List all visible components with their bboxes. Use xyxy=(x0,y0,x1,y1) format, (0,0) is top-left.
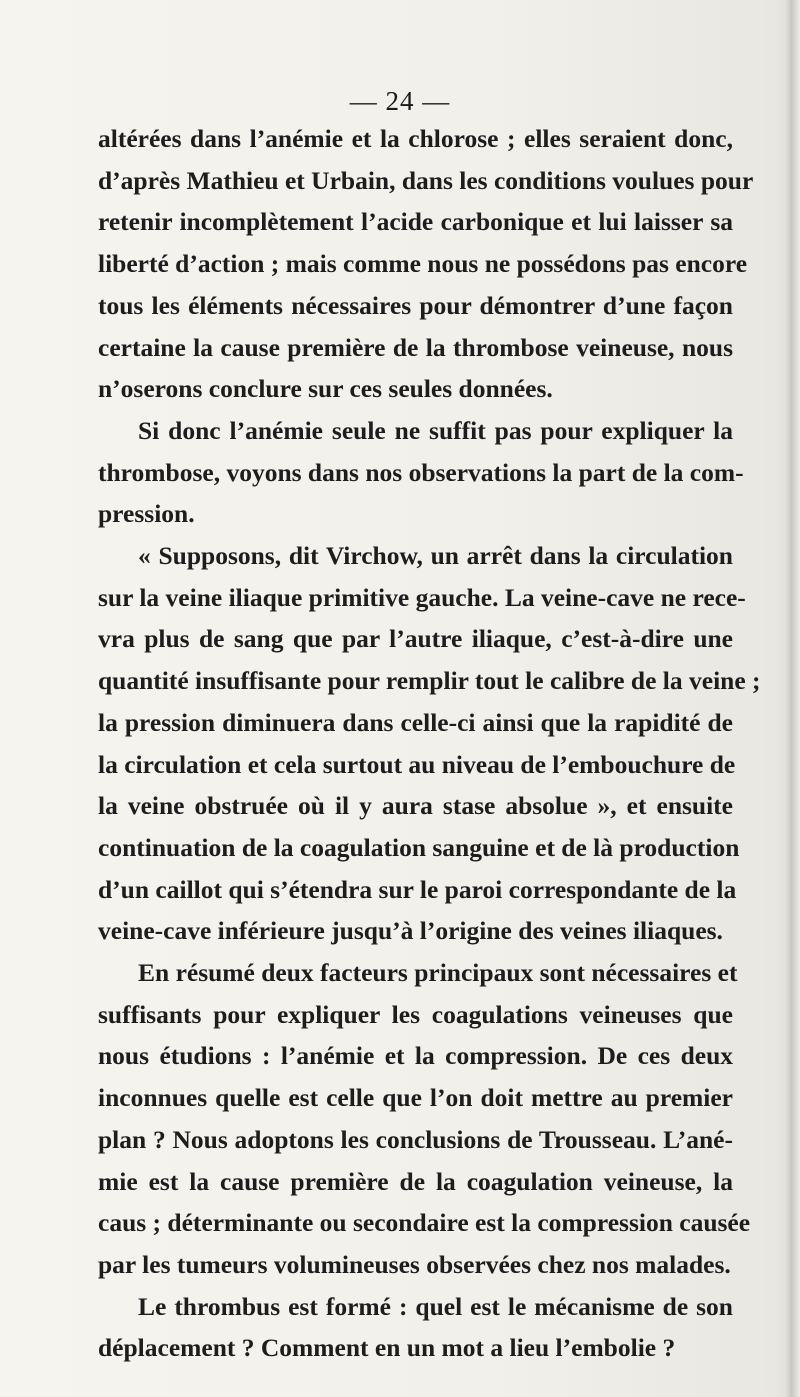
text-line: Le thrombus est formé : quel est le mécanisme de son xyxy=(138,1291,733,1321)
text-line: la pression diminuera dans celle-ci ainsi que la rapidité de xyxy=(98,707,733,737)
text-line: nous étudions : l’anémie et la compression. De ces deux xyxy=(98,1041,733,1071)
text-line: liberté d’action ; mais comme nous ne possédons pas encore xyxy=(98,249,748,279)
text-line: mie est la cause première de la coagulation veineuse, la xyxy=(98,1166,733,1196)
text-line: suffisants pour expliquer les coagulations veineuses que xyxy=(98,999,733,1029)
text-line: inconnues quelle est celle que l’on doit mettre au premier xyxy=(98,1083,733,1113)
text-line: altérées dans l’anémie et la chlorose ; elles seraient donc, xyxy=(98,124,733,153)
page-number: — 24 — xyxy=(349,86,451,116)
text-line: sur la veine iliaque primitive gauche. La veine-cave ne rece- xyxy=(98,582,746,612)
text-line: « Supposons, dit Virchow, un arrêt dans la circulation xyxy=(138,541,733,571)
text-line: d’un caillot qui s’étendra sur le paroi correspondante de la xyxy=(98,874,737,904)
text-line: retenir incomplètement l’acide carbonique et lui laisser sa xyxy=(98,207,733,237)
text-line: veine-cave inférieure jusqu’à l’origine des veines iliaques. xyxy=(98,916,723,946)
text-line: certaine la cause première de la thrombose veineuse, nous xyxy=(98,332,733,362)
text-line: quantité insuffisante pour remplir tout le calibre de la veine ; xyxy=(98,666,761,696)
text-line: la circulation et cela surtout au niveau de l’embouchure de xyxy=(98,749,736,779)
text-line: caus ; déterminante ou secondaire est la compression causée xyxy=(98,1208,751,1238)
text-line: thrombose, voyons dans nos observations la part de la com- xyxy=(98,457,744,487)
text-line: déplacement ? Comment en un mot a lieu l’embolie ? xyxy=(98,1333,676,1363)
text-line: vra plus de sang que par l’autre iliaque, c’est-à-dire une xyxy=(98,624,733,654)
text-line: continuation de la coagulation sanguine et de là production xyxy=(98,832,740,862)
text-line: Si donc l’anémie seule ne suffit pas pour expliquer la xyxy=(138,415,733,445)
text-line: la veine obstruée où il y aura stase absolue », et ensuite xyxy=(98,791,733,821)
page-edge xyxy=(786,0,800,1397)
text-line: n’oserons conclure sur ces seules données. xyxy=(98,374,553,404)
body-text xyxy=(98,118,761,1369)
text-line: par les tumeurs volumineuses observées chez nos malades. xyxy=(98,1249,731,1279)
text-line: plan ? Nous adoptons les conclusions de Trousseau. L’ané- xyxy=(98,1124,733,1154)
text-line: tous les éléments nécessaires pour démontrer d’une façon xyxy=(98,290,733,320)
text-line: En résumé deux facteurs principaux sont nécessaires et xyxy=(138,958,738,988)
text-line: pression. xyxy=(98,499,195,529)
text-line: d’après Mathieu et Urbain, dans les conditions voulues pour xyxy=(98,165,754,195)
